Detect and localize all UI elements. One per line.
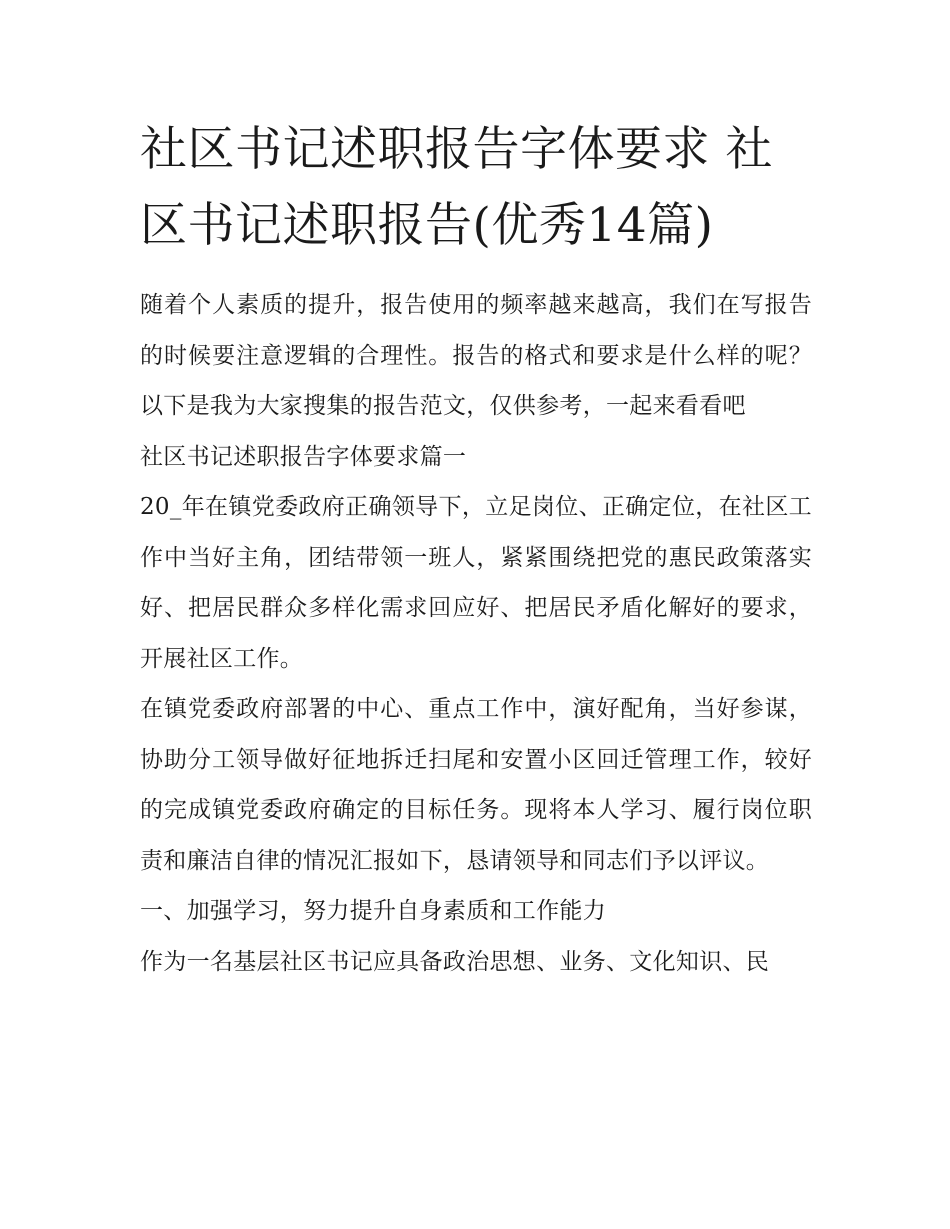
document-page <box>140 112 812 987</box>
body-paragraph: 在镇党委政府部署的中心、重点工作中，演好配角，当好参谋，协助分工领导做好征地拆迁扫尾和安置小区回迁管理工作，较好的完成镇党委政府确定的目标任务。现将本人学习、履行岗位职责和廉洁自律的情况汇报如下，恳请领导和同志们予以评议。 <box>140 696 812 874</box>
intro-paragraph: 随着个人素质的提升，报告使用的频率越来越高，我们在写报告的时候要注意逻辑的合理性。报告的格式和要求是什么样的呢？以下是我为大家搜集的报告范文，仅供参考，一起来看看吧 <box>140 292 812 419</box>
document-title: 社区书记述职报告字体要求 社区书记述职报告(优秀14篇) <box>140 122 773 253</box>
section-heading-study: 一、加强学习，努力提升自身素质和工作能力 <box>140 898 606 924</box>
section-heading-part-one: 社区书记述职报告字体要求篇一 <box>140 443 467 470</box>
body-paragraph: 作为一名基层社区书记应具备政治思想、业务、文化知识、民 <box>140 948 770 975</box>
body-paragraph: 20_年在镇党委政府正确领导下，立足岗位、正确定位，在社区工作中当好主角，团结带领一班人，紧紧围绕把党的惠民政策落实好、把居民群众多样化需求回应好、把居民矛盾化解好的要求，开展社区工作。 <box>140 494 812 672</box>
